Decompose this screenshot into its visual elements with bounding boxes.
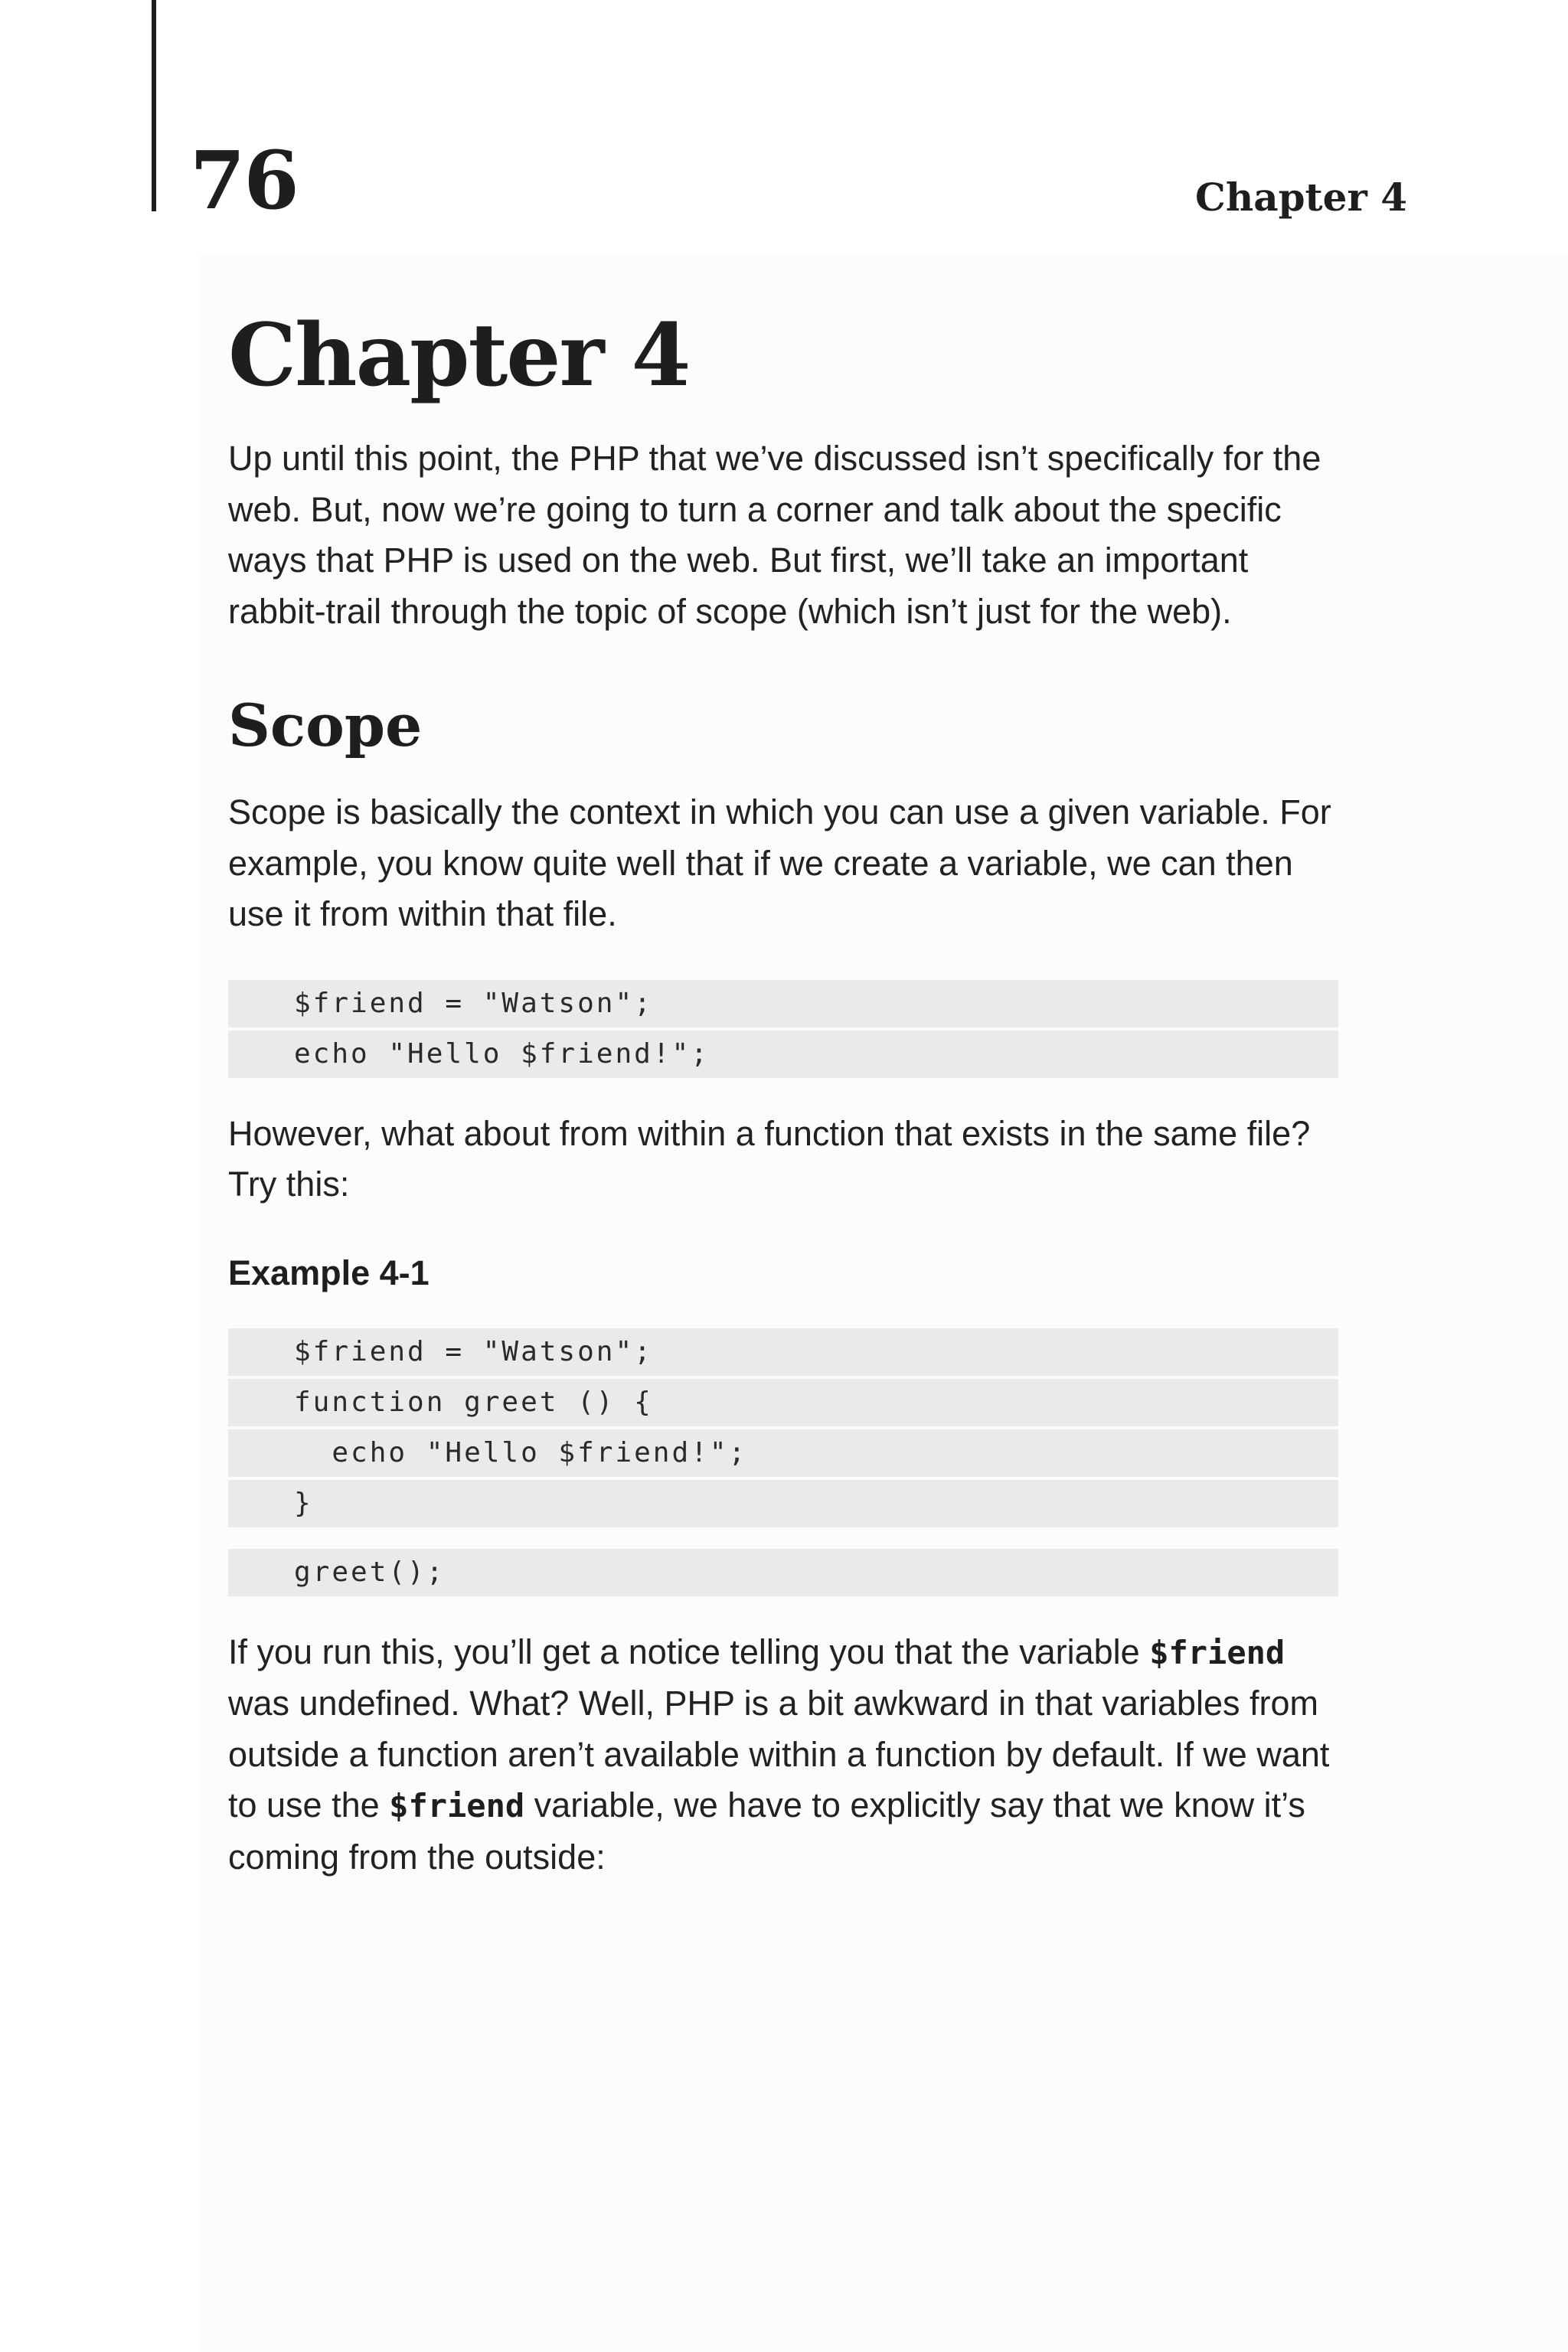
scope-paragraph: Scope is basically the context in which you can use a given variable. For example, you know quite well that if we create a variable, we can then use it from within that file. [228,792,1331,933]
code-line: echo "Hello $friend!"; [228,1429,1338,1477]
text-run: If you run this, you’ll get a notice telling you that the variable [228,1632,1150,1671]
code-line: $friend = "Watson"; [228,980,1338,1027]
chapter-title: Chapter 4 [228,305,690,406]
code-block-1 [228,980,1338,1078]
running-head: Chapter 4 [1195,175,1407,220]
function-question-paragraph: However, what about from within a function that exists in the same file? Try this: [228,1113,1311,1204]
code-line: echo "Hello $friend!"; [228,1031,1338,1078]
code-line: function greet () { [228,1379,1338,1426]
code-line: $friend = "Watson"; [228,1328,1338,1376]
text-run: was undefined. What? Well, PHP is a bit awkward in that variables from outside a function aren’t available within a function by default. If we want to use the [228,1684,1330,1824]
text-run: variable, we have to explicitly say that we know it’s coming from the outside: [228,1785,1305,1877]
code-block-example [228,1328,1338,1527]
inline-code: $friend [389,1787,525,1824]
intro-paragraph: Up until this point, the PHP that we’ve discussed isn’t specifically for the web. But, now we’re going to turn a corner and talk about the specific ways that PHP is used on the web. But first, we’ll take an important rabbit-trail through the topic of scope (which isn’t just for the web). [228,439,1321,631]
code-line: greet(); [228,1549,1338,1596]
margin-rule [152,0,156,211]
code-block-call [228,1549,1338,1596]
inline-code: $friend [1149,1633,1285,1671]
section-title-scope: Scope [228,691,423,760]
code-line: } [228,1480,1338,1527]
example-label: Example 4-1 [228,1253,430,1292]
page-content [228,306,1338,1883]
page-number: 76 [190,133,298,227]
undefined-notice-paragraph [228,1627,1338,1883]
